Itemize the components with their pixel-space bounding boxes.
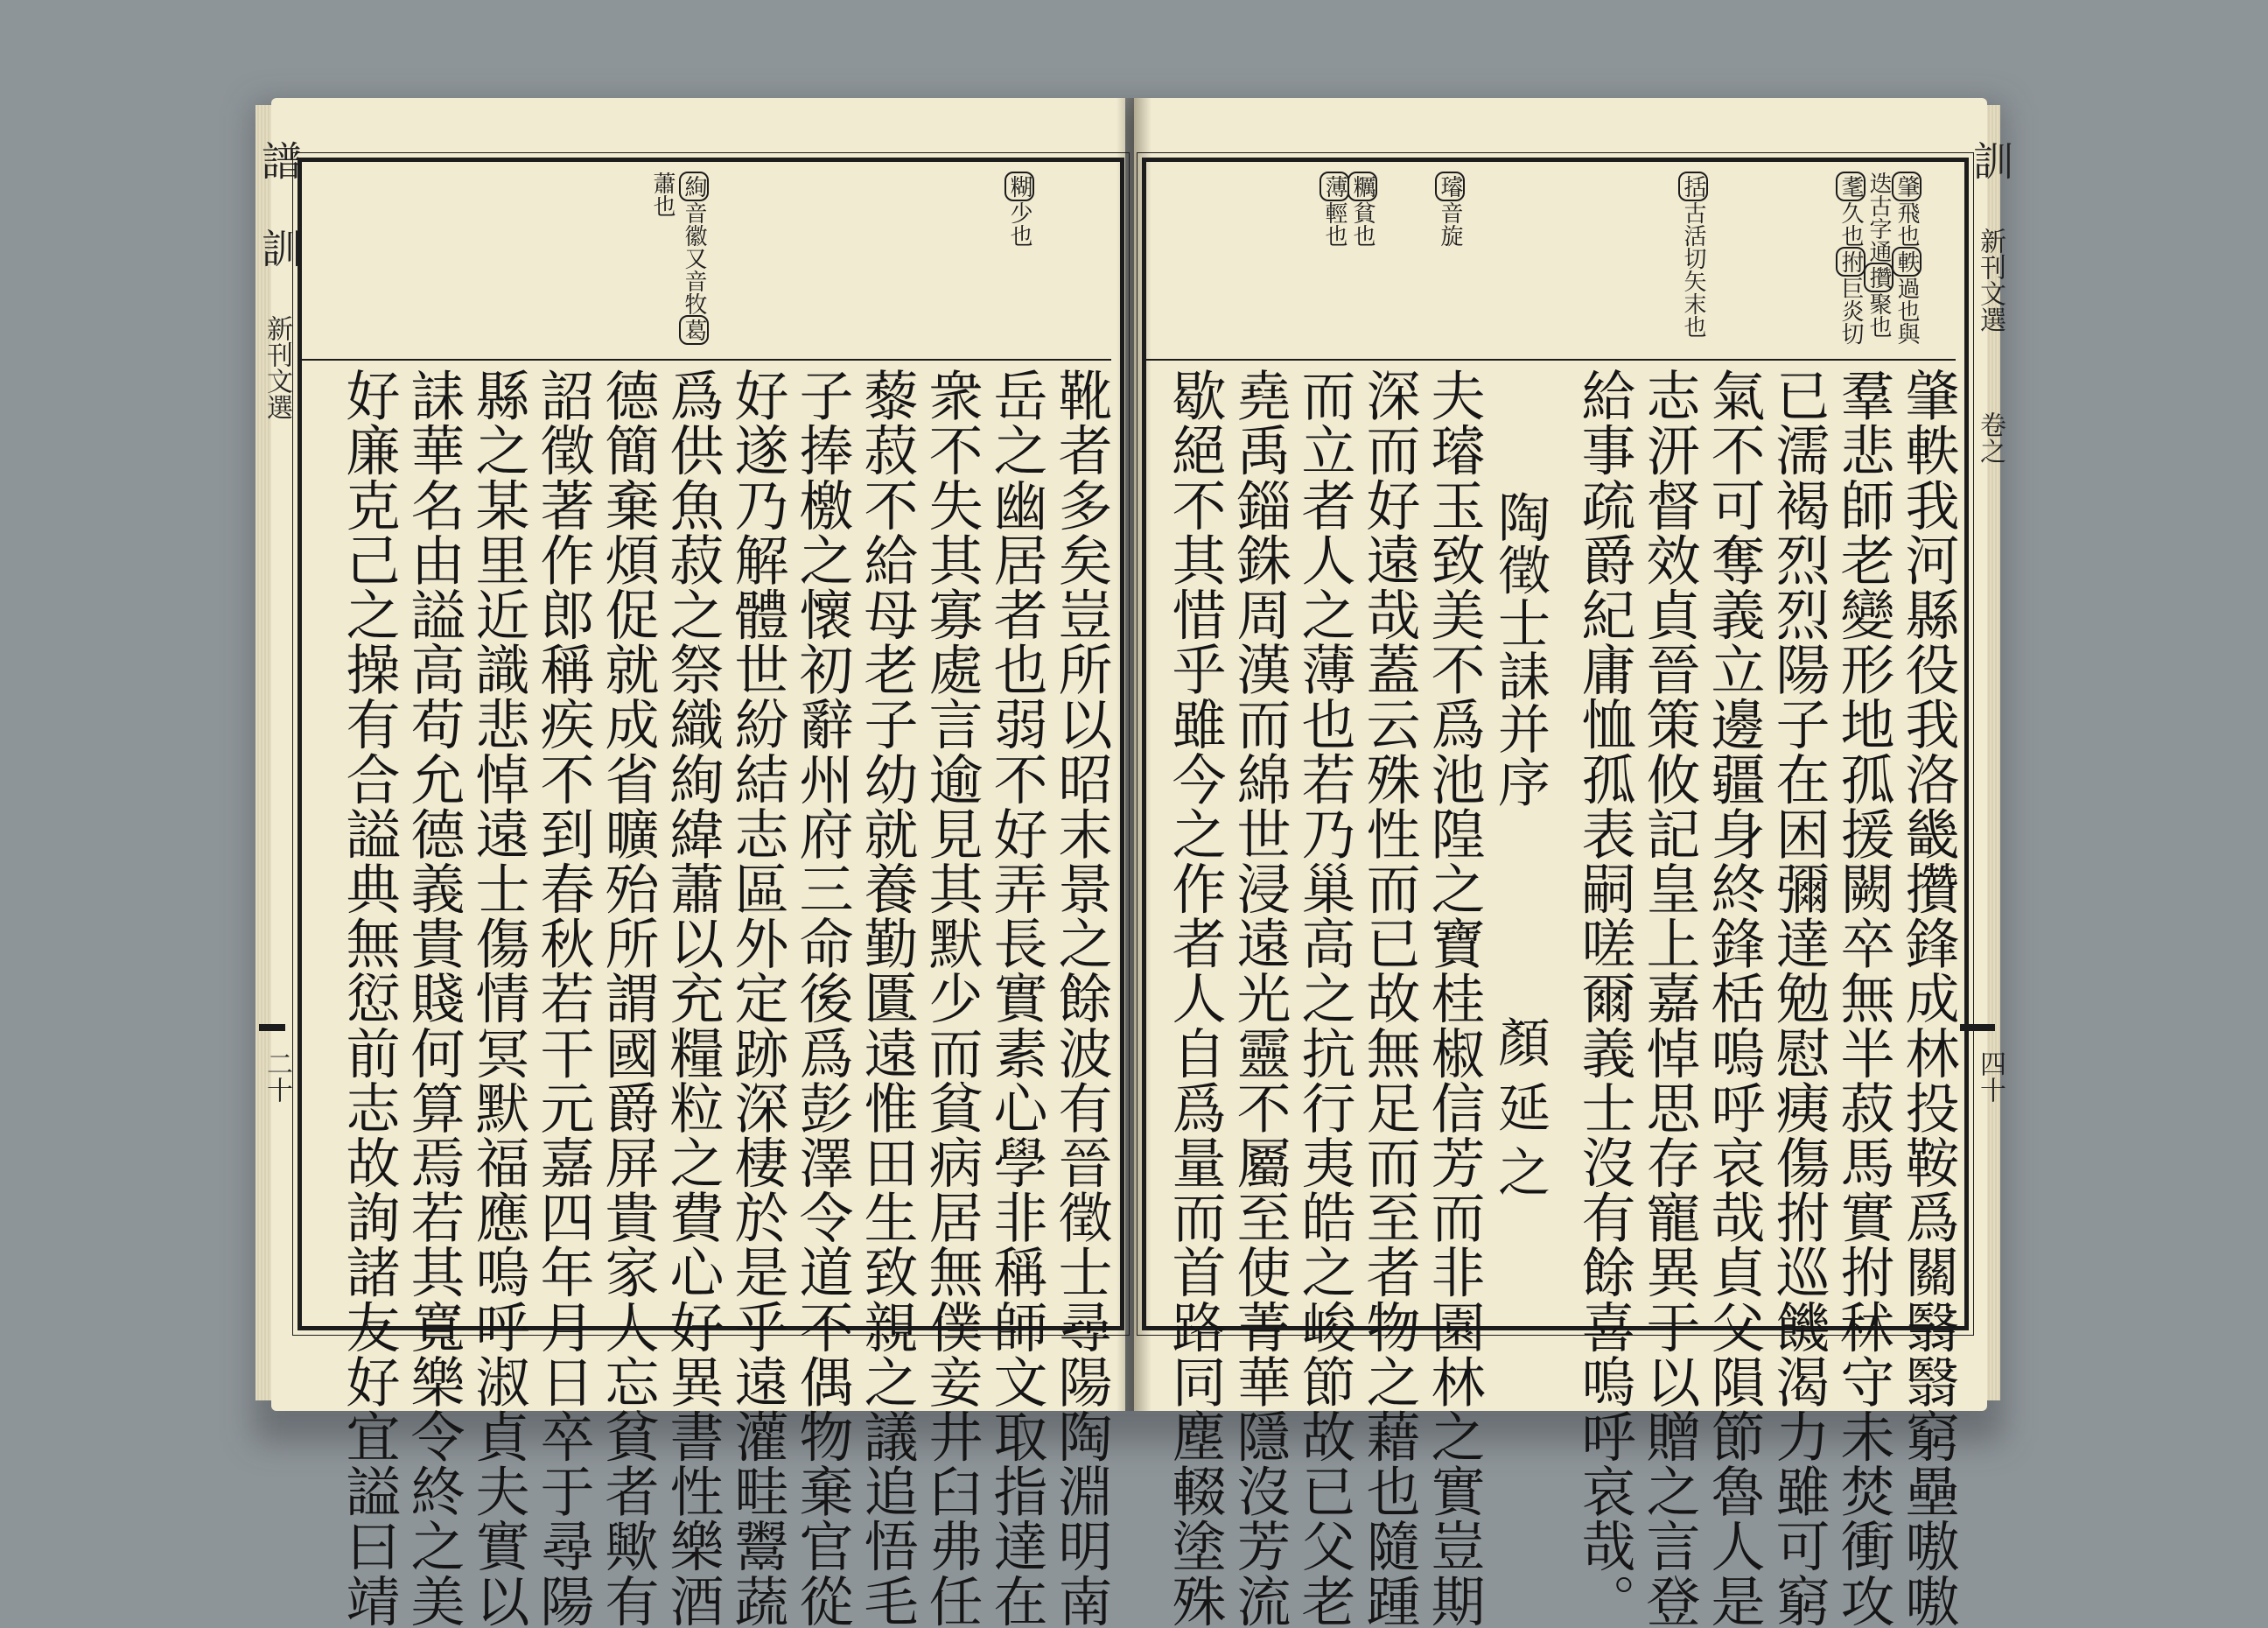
- left-column-4: 藜菽不給母老子幼就養勤匱遠惟田生致親之議追悟毛: [855, 368, 919, 1628]
- left-column-8: 德簡棄煩促就成省曠殆所謂國爵屏貴家人忘貧者歟有: [596, 368, 660, 1628]
- left-margin-title-2: 訓: [256, 228, 303, 268]
- left-column-2: 岳之幽居者也弱不好弄長實素心學非稱師文取指達在: [984, 368, 1048, 1628]
- left-margin-title-3: 新刊文選: [262, 315, 292, 420]
- right-note-4-gloss: 古活切矢末也: [1680, 201, 1706, 338]
- right-note-3-gloss: 久也: [1838, 201, 1864, 247]
- right-note-6-gloss: 貧也: [1349, 201, 1376, 247]
- left-note-2b: [649, 172, 676, 217]
- right-note-5-term: 璿: [1435, 172, 1465, 201]
- right-note-1b: [1864, 172, 1894, 338]
- preface-column-2: 深而好遠哉蓋云殊性而已故無足而至者物之藉也隨踵: [1357, 368, 1421, 1628]
- right-note-6-term: 糲: [1348, 172, 1377, 201]
- left-note-1: [1004, 172, 1034, 247]
- left-column-11: 誄華名由謚高苟允德義貴賤何算焉若其寬樂令終之美: [402, 368, 466, 1628]
- preface-column-4: 堯禹錙銖周漢而綿世浸遠光靈不屬至使菁華隱沒芳流: [1228, 368, 1292, 1628]
- left-column-9: 詔徵著作郎稱疾不到春秋若干元嘉四年月日卒于尋陽: [531, 368, 595, 1628]
- right-column-3: 已濡褐烈烈陽子在困彌達勉慰痍傷拊巡饑渴力雖可窮: [1767, 368, 1830, 1628]
- right-note-3-gloss2: 巨炎切: [1838, 277, 1864, 345]
- right-column-5: 志汧督效貞晉策攸記皇上嘉悼思存寵異于以贈之言登: [1637, 368, 1701, 1628]
- preface-column-1: 夫璿玉致美不爲池隍之寶桂椒信芳而非園林之實豈期: [1422, 368, 1486, 1628]
- right-margin-page-number: 四十: [1975, 1050, 2006, 1103]
- right-note-1-term: 肇: [1892, 172, 1922, 201]
- right-column-4: 氣不可奪義立邊疆身終鋒栝嗚呼哀哉貞父隕節魯人是: [1702, 368, 1766, 1628]
- left-column-1: 靴者多矣豈所以昭末景之餘波有晉徵士尋陽陶淵明南: [1049, 368, 1113, 1628]
- left-note-2: [679, 172, 709, 345]
- right-note-6: [1348, 172, 1377, 247]
- left-column-3: 衆不失其寡處言逾見其默少而貧病居無僕妾井臼弗任: [920, 368, 984, 1628]
- essay-title: 陶徵士誄并序: [1489, 490, 1550, 809]
- left-margin-page-number: 二十: [262, 1050, 292, 1103]
- right-note-5-gloss: 音旋: [1437, 201, 1463, 247]
- right-note-7-gloss: 輕也: [1321, 201, 1348, 247]
- right-note-1-extra: 迭古字通: [1866, 172, 1892, 263]
- right-note-4: [1678, 172, 1708, 338]
- preface-column-3: 而立者人之薄也若乃巢高之抗行夷皓之峻節故已父老: [1292, 368, 1356, 1628]
- right-note-1-term2: 軼: [1892, 247, 1922, 277]
- right-note-7-term: 薄: [1320, 172, 1349, 201]
- right-column-2: 羣悲師老變形地孤援闕卒無半菽馬實拊秫守未焚衝攻: [1831, 368, 1895, 1628]
- right-note-7: [1320, 172, 1349, 247]
- essay-author: 顏延之: [1489, 1015, 1550, 1210]
- left-note-1-gloss: 少也: [1006, 201, 1032, 247]
- right-note-1: [1892, 172, 1922, 345]
- left-note-2-gloss2: 蕭也: [649, 172, 676, 217]
- right-note-3-term2: 拊: [1836, 247, 1866, 277]
- left-column-6: 好遂乃解體世紛結志區外定跡深棲於是乎遠灌畦鬻蔬: [725, 368, 789, 1628]
- left-margin-title-1: 譜: [256, 140, 303, 180]
- left-column-10: 縣之某里近識悲悼遠士傷情冥默福應嗚呼淑貞夫實以: [466, 368, 530, 1628]
- left-column-12: 好廉克己之操有合謚典無愆前志故詢諸友好宜謚曰靖: [337, 368, 401, 1628]
- left-header-rule: [302, 359, 1111, 361]
- right-margin-title-1: 訓: [1967, 140, 2014, 180]
- left-note-2-gloss: 音徽又音牧: [681, 201, 707, 315]
- left-note-2-term2: 葛: [679, 315, 709, 345]
- right-note-5: [1435, 172, 1465, 247]
- left-column-7: 爲供魚菽之祭織絢緯蕭以充糧粒之費心好異書性樂酒: [661, 368, 724, 1628]
- right-note-2-term: 攢: [1864, 263, 1894, 292]
- right-column-6: 給事疏爵紀庸恤孤表嗣嗟爾義士沒有餘喜嗚呼哀哉。: [1572, 368, 1636, 1628]
- left-note-2-term: 絢: [679, 172, 709, 201]
- right-note-1-gloss2: 過也與: [1894, 277, 1920, 345]
- right-note-2-gloss: 聚也: [1866, 292, 1892, 338]
- right-note-3: [1836, 172, 1866, 345]
- right-note-3-term: 耄: [1836, 172, 1866, 201]
- right-note-1-gloss: 飛也: [1894, 201, 1920, 247]
- left-margin-fishtail: [259, 1024, 285, 1031]
- right-margin-title-3: 卷之: [1975, 411, 2006, 464]
- left-note-1-term: 糊: [1004, 172, 1034, 201]
- right-note-4-term: 括: [1678, 172, 1708, 201]
- right-margin-title-2: 新刊文選: [1975, 228, 2006, 333]
- right-column-1: 肇軼我河縣役我洛畿攢鋒成林投鞍爲關翳翳窮壘嗷嗷: [1896, 368, 1960, 1628]
- right-header-rule: [1146, 359, 1956, 361]
- preface-column-5: 歇絕不其惜乎雖今之作者人自爲量而首路同塵輟塗殊: [1163, 368, 1227, 1628]
- left-column-5: 子捧檄之懷初辭州府三命後爲彭澤令道不偶物棄官從: [790, 368, 854, 1628]
